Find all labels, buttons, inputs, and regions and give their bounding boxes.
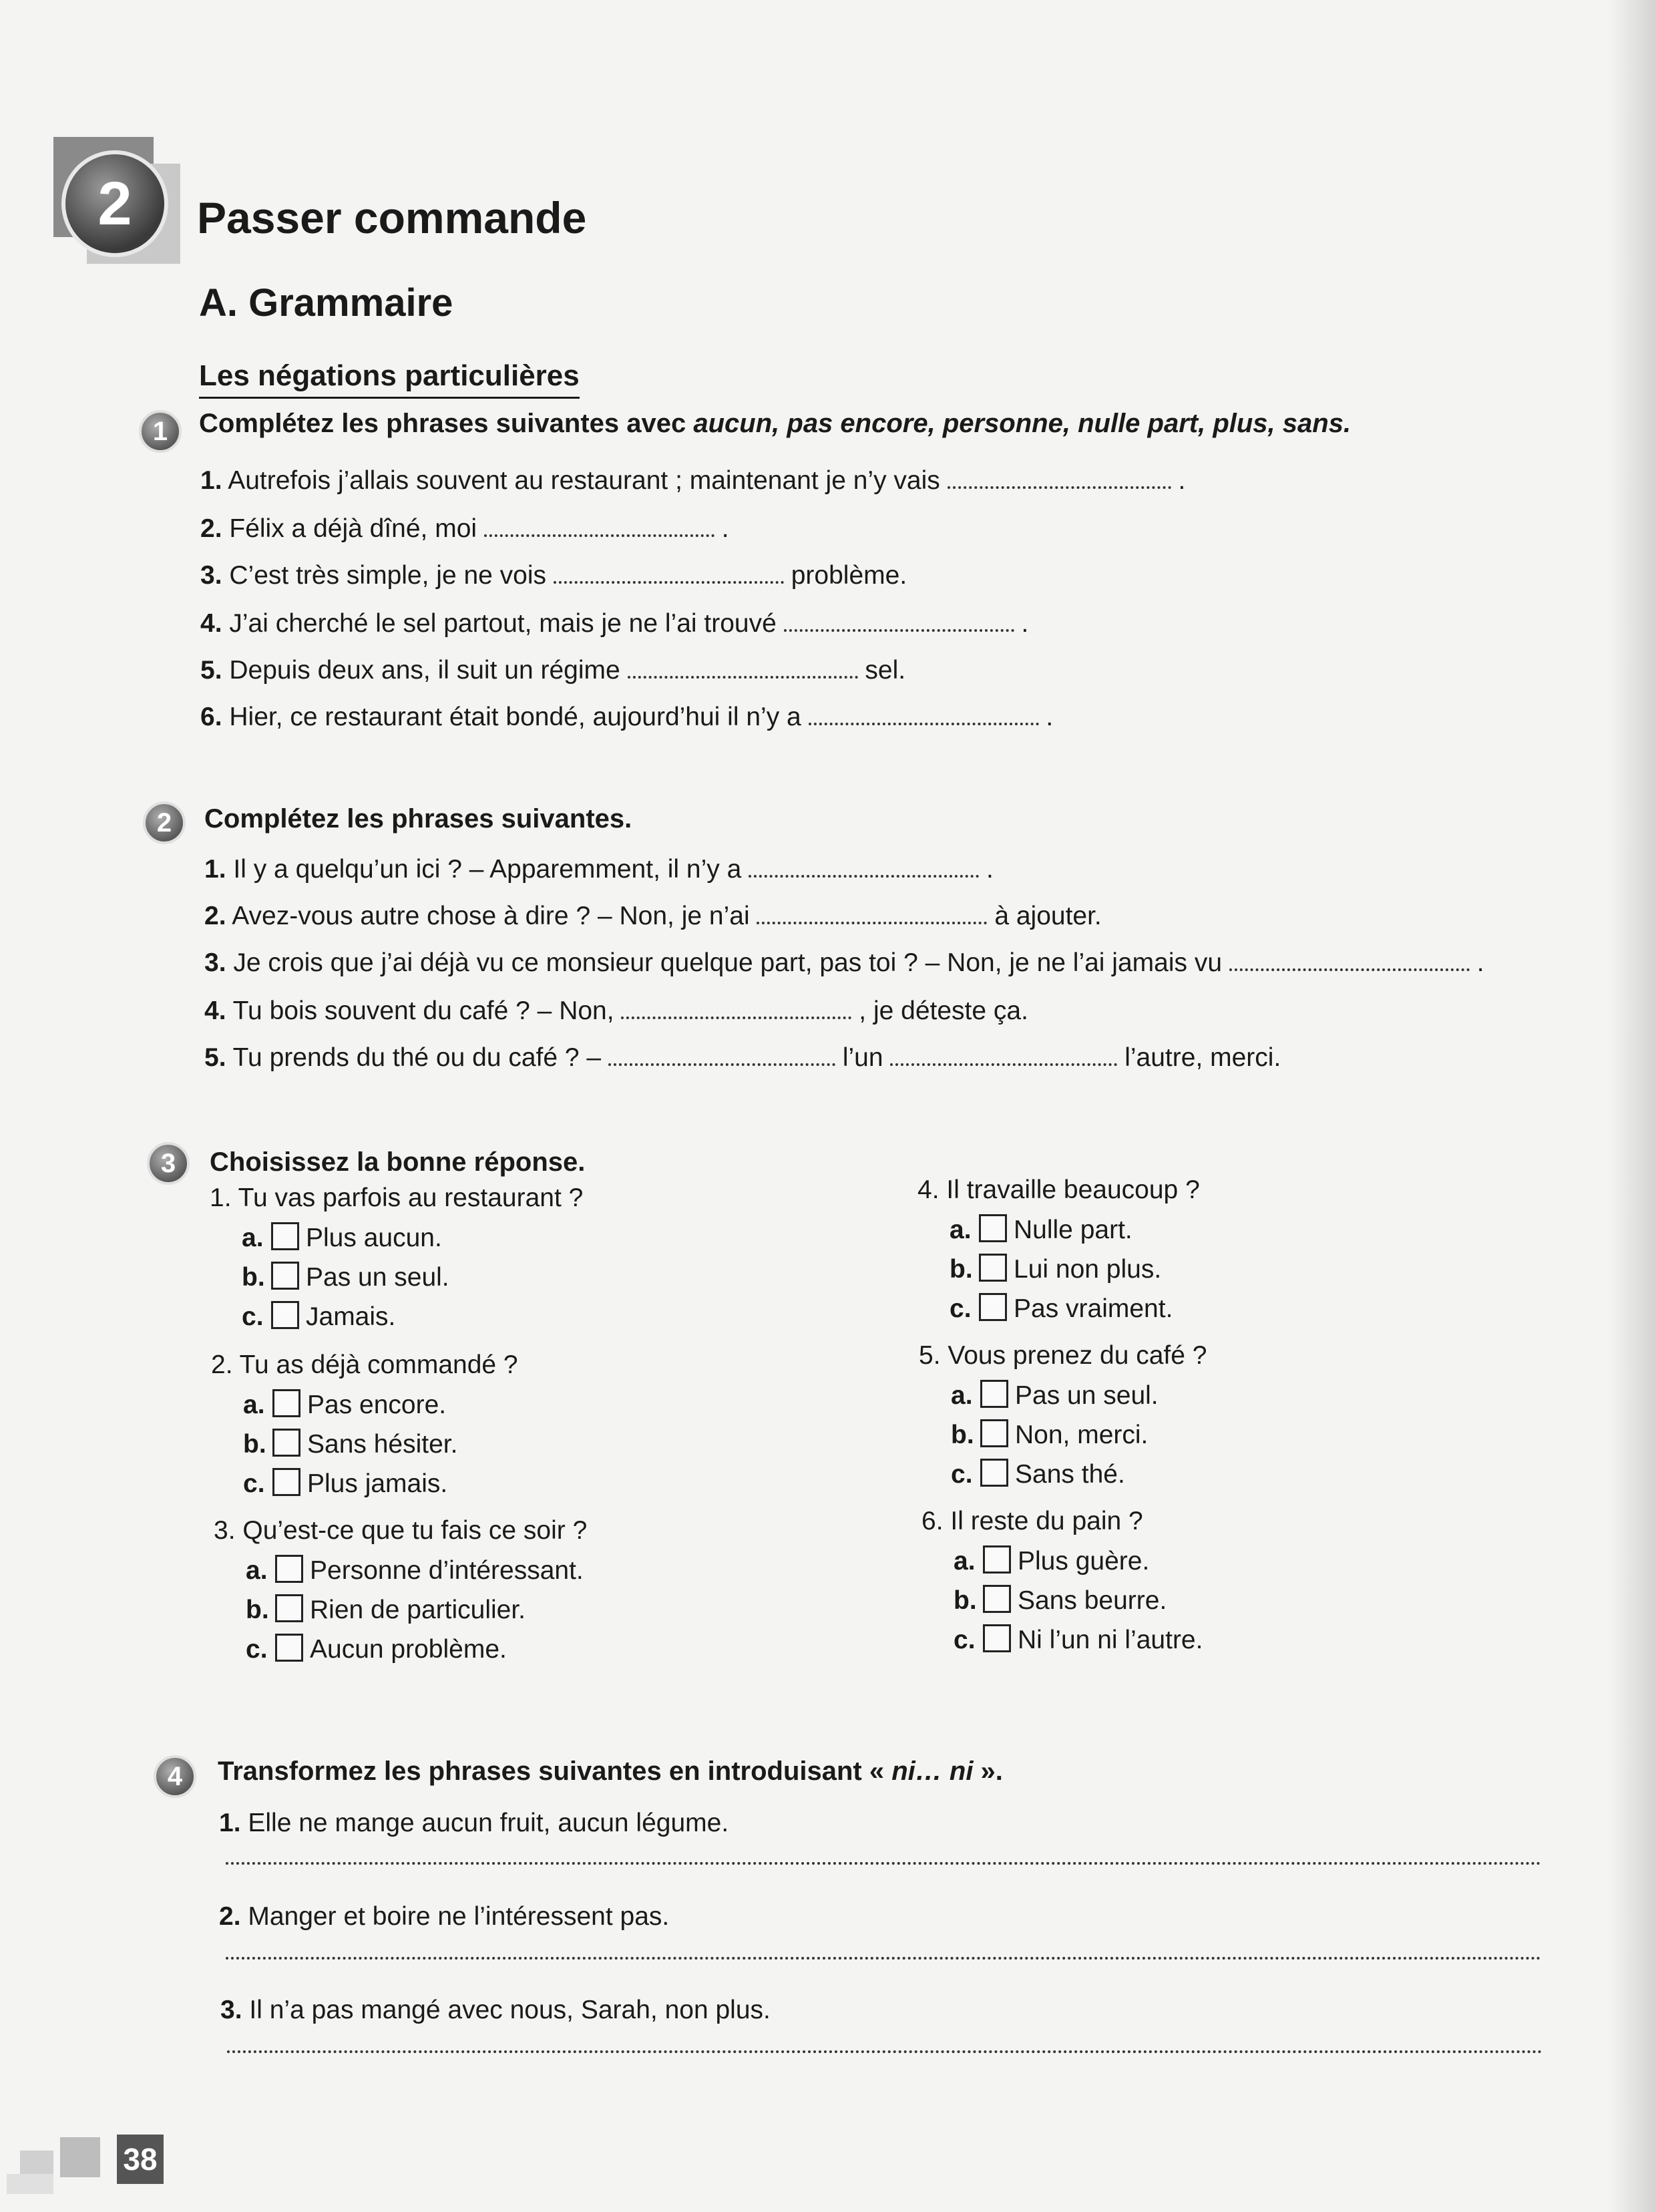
option-letter: a. — [243, 1391, 265, 1419]
checkbox[interactable] — [275, 1594, 303, 1622]
option-text: Plus guère. — [1018, 1547, 1150, 1576]
ex3-q4-option-b[interactable] — [950, 1254, 1161, 1284]
item-number: 5. — [204, 1043, 226, 1072]
item-text-end: sel. — [865, 656, 906, 685]
ex3-q3-option-b[interactable] — [246, 1594, 526, 1625]
option-text: Sans beurre. — [1018, 1586, 1167, 1615]
option-text: Pas un seul. — [1015, 1381, 1159, 1410]
option-text: Personne d’intéressant. — [310, 1556, 584, 1585]
checkbox[interactable] — [980, 1380, 1008, 1408]
exercise-3-instruction: Choisissez la bonne réponse. — [210, 1147, 586, 1177]
checkbox[interactable] — [272, 1468, 300, 1496]
ex2-item-4 — [204, 996, 1028, 1026]
checkbox[interactable] — [979, 1214, 1007, 1242]
answer-blank[interactable] — [749, 856, 979, 878]
footer-square — [7, 2174, 53, 2194]
footer-square — [60, 2137, 100, 2177]
ex3-q4-option-a[interactable] — [950, 1214, 1132, 1245]
option-text: Pas un seul. — [306, 1263, 449, 1292]
section-number: 2 — [61, 150, 168, 257]
option-text: Sans hésiter. — [307, 1430, 458, 1459]
item-text: Je crois que j’ai déjà vu ce monsieur quelque part, pas toi ? – Non, je ne l’ai jamais vu — [233, 948, 1223, 977]
option-text: Pas encore. — [307, 1391, 447, 1419]
ex3-q2-option-c[interactable] — [243, 1468, 447, 1499]
checkbox[interactable] — [271, 1222, 299, 1250]
answer-blank-2[interactable] — [890, 1045, 1117, 1066]
instruction-text: Transformez les phrases suivantes en introduisant « — [218, 1757, 892, 1786]
item-text-end: à ajouter. — [994, 902, 1102, 930]
item-text-end: l’autre, merci. — [1124, 1043, 1281, 1072]
section-subtitle: A. Grammaire — [199, 281, 453, 325]
option-letter: b. — [951, 1421, 974, 1449]
option-letter: c. — [243, 1469, 265, 1498]
page-edge-shadow — [1609, 0, 1656, 2212]
option-letter: a. — [246, 1556, 268, 1585]
item-text: Il y a quelqu’un ici ? – Apparemment, il n’y a — [233, 855, 742, 884]
topic-heading: Les négations particulières — [199, 359, 580, 399]
ex3-q4-option-c[interactable] — [950, 1293, 1173, 1324]
item-text-end: , je déteste ça. — [859, 996, 1028, 1025]
answer-blank[interactable] — [484, 516, 714, 537]
answer-blank[interactable] — [621, 998, 851, 1019]
ex3-question-1: 1. Tu vas parfois au restaurant ? — [210, 1183, 584, 1212]
option-text: Sans thé. — [1015, 1460, 1125, 1489]
ex1-item-4 — [200, 609, 1028, 638]
ex2-item-2 — [204, 902, 1102, 931]
item-text-end: . — [1178, 466, 1186, 495]
item-text: Autrefois j’allais souvent au restaurant ; maintenant je n’y vais — [228, 466, 940, 495]
option-letter: c. — [951, 1460, 973, 1489]
ex3-question-4: 4. Il travaille beaucoup ? — [917, 1175, 1200, 1204]
item-number: 3. — [200, 561, 222, 590]
item-text: Hier, ce restaurant était bondé, aujourd’hui il n’y a — [229, 703, 801, 731]
ex3-q2-option-a[interactable] — [243, 1389, 446, 1420]
ex3-q5-option-c[interactable] — [951, 1459, 1125, 1489]
item-number: 3. — [220, 1996, 242, 2024]
ex4-item-3 — [220, 1996, 771, 2025]
ex1-item-3 — [200, 561, 907, 590]
checkbox[interactable] — [275, 1634, 303, 1662]
option-text: Non, merci. — [1015, 1421, 1149, 1449]
item-text: C’est très simple, je ne vois — [229, 561, 547, 590]
option-letter: a. — [951, 1381, 973, 1410]
item-number: 1. — [204, 855, 226, 884]
option-letter: a. — [950, 1216, 972, 1244]
checkbox[interactable] — [980, 1419, 1008, 1447]
item-number: 2. — [219, 1902, 241, 1931]
item-text: Depuis deux ans, il suit un régime — [229, 656, 620, 685]
option-text: Aucun problème. — [310, 1635, 507, 1664]
ex3-question-6: 6. Il reste du pain ? — [921, 1507, 1143, 1535]
page-number: 38 — [117, 2135, 164, 2184]
exercise-1-badge: 1 — [139, 410, 182, 453]
option-text: Plus jamais. — [307, 1469, 448, 1498]
ex4-item-2 — [219, 1902, 669, 1931]
exercise-2-badge: 2 — [143, 801, 186, 844]
answer-blank[interactable] — [784, 610, 1014, 632]
answer-blank[interactable] — [809, 704, 1039, 725]
item-text-end: . — [1021, 609, 1029, 638]
option-letter: c. — [242, 1302, 264, 1331]
item-number: 4. — [204, 996, 226, 1025]
ex1-item-1 — [200, 466, 1185, 496]
ex3-q5-option-a[interactable] — [951, 1380, 1159, 1411]
option-text: Lui non plus. — [1014, 1255, 1162, 1284]
answer-blank[interactable] — [757, 903, 987, 924]
ex2-item-5 — [204, 1043, 1281, 1073]
option-text: Nulle part. — [1014, 1216, 1132, 1244]
item-number: 2. — [200, 514, 222, 543]
option-text: Pas vraiment. — [1014, 1294, 1173, 1323]
instruction-construct: ni… ni — [891, 1757, 974, 1786]
ex3-q5-option-b[interactable] — [951, 1419, 1148, 1450]
instruction-word-list: aucun, pas encore, personne, nulle part, plus, sans. — [693, 409, 1352, 438]
item-text: Elle ne mange aucun fruit, aucun légume. — [248, 1809, 729, 1837]
item-number: 1. — [200, 466, 222, 495]
ex3-q6-option-c[interactable] — [954, 1624, 1203, 1655]
item-text-end: . — [721, 514, 729, 543]
ex4-answer-line-1[interactable] — [226, 1862, 1541, 1865]
exercise-1-instruction — [199, 409, 1351, 439]
option-letter: b. — [246, 1596, 269, 1624]
ex3-q1-option-b[interactable] — [242, 1262, 449, 1292]
checkbox[interactable] — [275, 1555, 303, 1583]
option-text: Ni l’un ni l’autre. — [1018, 1626, 1203, 1654]
option-letter: b. — [242, 1263, 265, 1292]
option-letter: c. — [954, 1626, 976, 1654]
answer-blank[interactable] — [554, 562, 784, 584]
item-text-middle: l’un — [842, 1043, 883, 1072]
checkbox[interactable] — [983, 1624, 1011, 1652]
option-letter: b. — [243, 1430, 266, 1459]
checkbox[interactable] — [983, 1585, 1011, 1613]
checkbox[interactable] — [980, 1459, 1008, 1487]
ex4-item-1 — [219, 1809, 729, 1838]
ex1-item-5 — [200, 656, 905, 685]
ex1-item-6 — [200, 703, 1053, 732]
ex3-q2-option-b[interactable] — [243, 1429, 457, 1459]
ex3-q6-option-b[interactable] — [954, 1585, 1167, 1616]
checkbox[interactable] — [272, 1429, 300, 1457]
item-text: Tu prends du thé ou du café ? – — [232, 1043, 602, 1072]
option-letter: c. — [950, 1294, 972, 1323]
ex4-answer-line-3[interactable] — [227, 2050, 1542, 2053]
checkbox[interactable] — [272, 1389, 300, 1417]
section-badge — [47, 137, 180, 264]
ex3-q6-option-a[interactable] — [954, 1545, 1149, 1576]
checkbox[interactable] — [979, 1293, 1007, 1321]
ex3-q1-option-c[interactable] — [242, 1301, 395, 1332]
answer-blank-1[interactable] — [608, 1045, 835, 1066]
checkbox[interactable] — [979, 1254, 1007, 1282]
item-number: 2. — [204, 902, 226, 930]
item-text-end: . — [1476, 948, 1484, 977]
ex2-item-3 — [204, 948, 1484, 978]
item-number: 5. — [200, 656, 222, 685]
item-text-end: problème. — [791, 561, 907, 590]
checkbox[interactable] — [983, 1545, 1011, 1574]
option-text: Jamais. — [306, 1302, 396, 1331]
ex1-item-2 — [200, 514, 729, 544]
exercise-4-badge: 4 — [154, 1755, 196, 1798]
item-number: 3. — [204, 948, 226, 977]
ex4-answer-line-2[interactable] — [226, 1957, 1541, 1960]
instruction-text-end: ». — [973, 1757, 1003, 1786]
instruction-text: Complétez les phrases suivantes avec — [199, 409, 694, 438]
item-number: 6. — [200, 703, 222, 731]
item-text: Il n’a pas mangé avec nous, Sarah, non plus. — [249, 1996, 771, 2024]
ex3-q3-option-a[interactable] — [246, 1555, 584, 1586]
checkbox[interactable] — [271, 1301, 299, 1329]
item-text: Tu bois souvent du café ? – Non, — [232, 996, 614, 1025]
exercise-2-instruction: Complétez les phrases suivantes. — [204, 804, 632, 834]
exercise-4-instruction — [218, 1757, 1003, 1787]
exercise-3-badge: 3 — [147, 1142, 190, 1185]
option-letter: a. — [954, 1547, 976, 1576]
item-text-end: . — [1046, 703, 1054, 731]
checkbox[interactable] — [271, 1262, 299, 1290]
item-number: 1. — [219, 1809, 241, 1837]
answer-blank[interactable] — [948, 468, 1171, 489]
item-number: 4. — [200, 609, 222, 638]
item-text: Félix a déjà dîné, moi — [229, 514, 477, 543]
option-letter: c. — [246, 1635, 268, 1664]
ex3-question-2: 2. Tu as déjà commandé ? — [211, 1350, 518, 1379]
option-letter: b. — [950, 1255, 973, 1284]
answer-blank[interactable] — [1229, 950, 1470, 971]
option-text: Rien de particulier. — [310, 1596, 526, 1624]
ex3-q3-option-c[interactable] — [246, 1634, 507, 1664]
option-letter: a. — [242, 1224, 264, 1252]
item-text: J’ai cherché le sel partout, mais je ne l’ai trouvé — [229, 609, 777, 638]
option-text: Plus aucun. — [306, 1224, 442, 1252]
option-letter: b. — [954, 1586, 977, 1615]
page-title: Passer commande — [197, 193, 587, 242]
ex3-question-3: 3. Qu’est-ce que tu fais ce soir ? — [214, 1516, 588, 1545]
ex2-item-1 — [204, 855, 994, 884]
item-text: Manger et boire ne l’intéressent pas. — [248, 1902, 670, 1931]
ex3-q1-option-a[interactable] — [242, 1222, 442, 1253]
answer-blank[interactable] — [628, 657, 858, 679]
ex3-question-5: 5. Vous prenez du café ? — [919, 1341, 1207, 1370]
item-text: Avez-vous autre chose à dire ? – Non, je n’ai — [232, 902, 750, 930]
item-text-end: . — [986, 855, 994, 884]
